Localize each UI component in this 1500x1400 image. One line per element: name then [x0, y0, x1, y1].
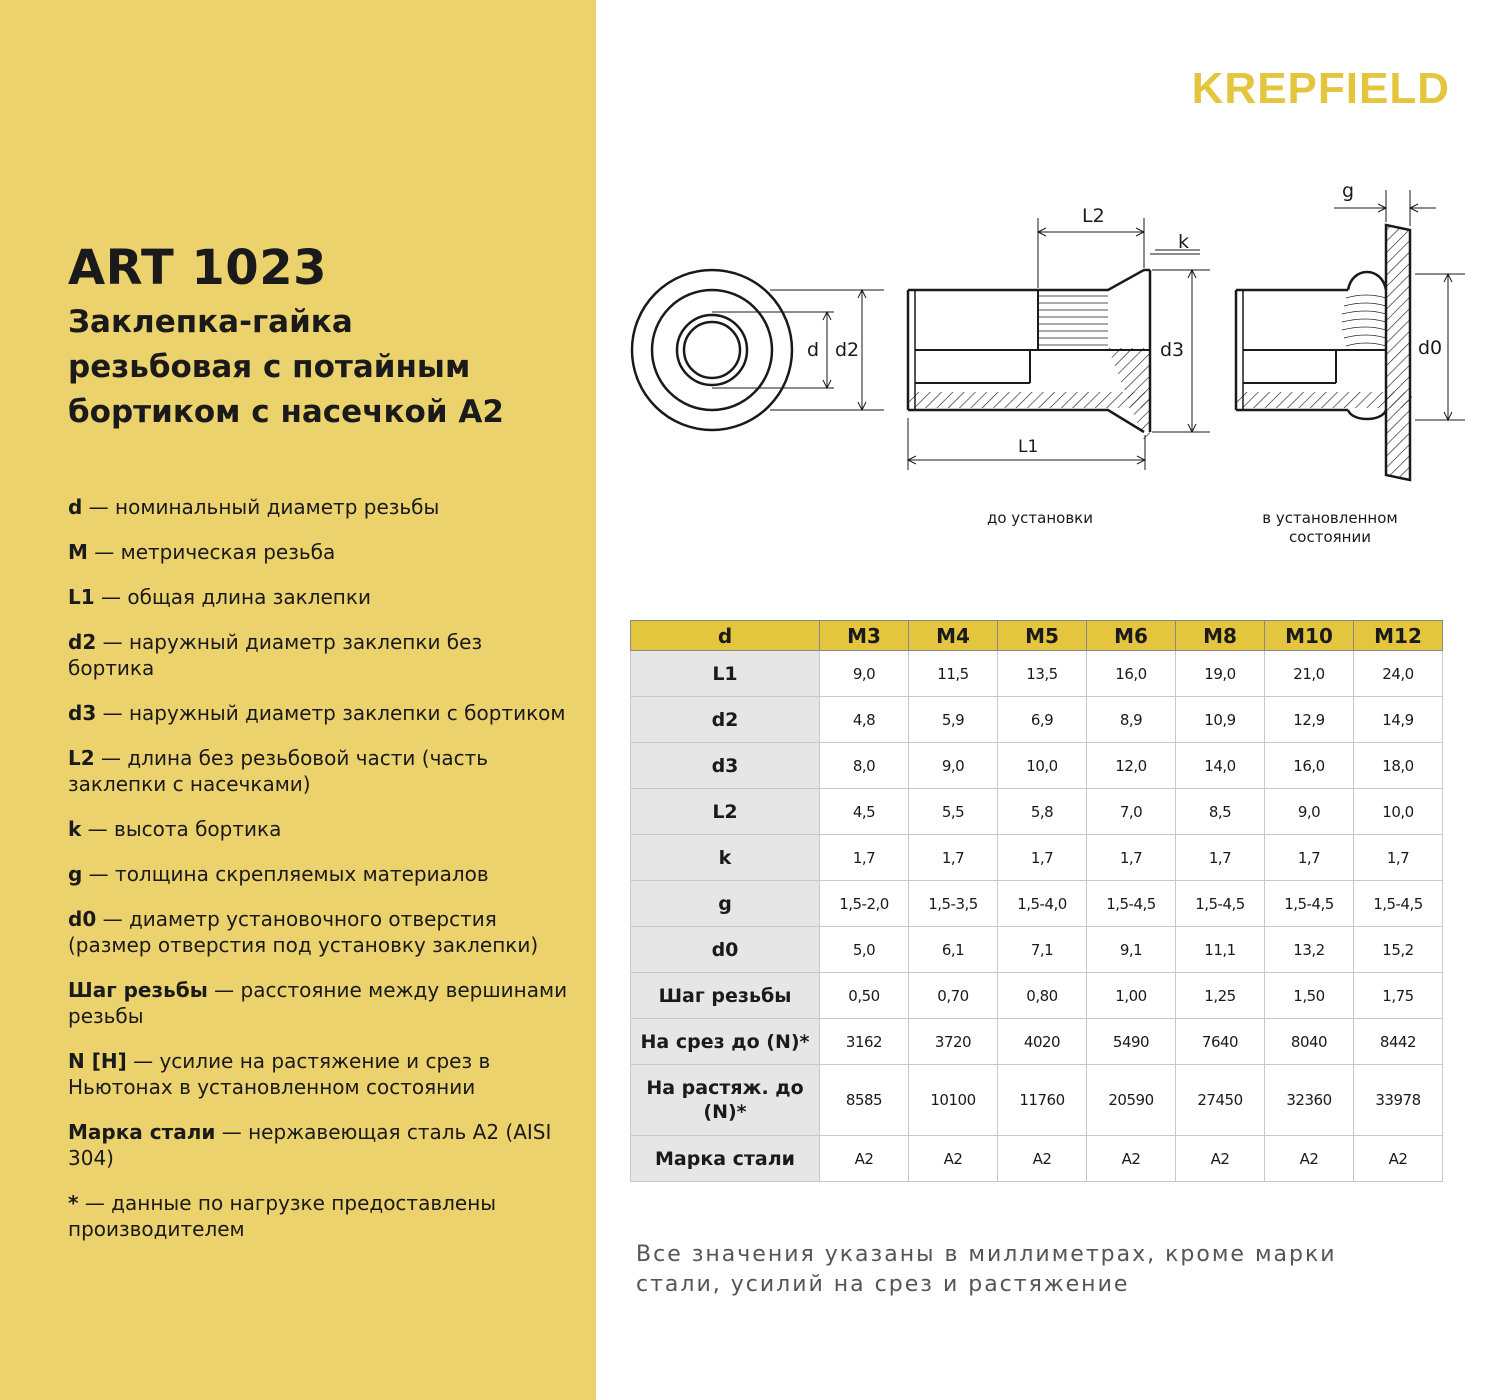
table-cell: 1,7	[820, 835, 909, 881]
brand-logo: KREPFIELD	[1191, 64, 1450, 113]
legend-key: d3	[68, 701, 97, 725]
table-cell: 1,00	[1087, 973, 1176, 1019]
table-cell: 8,5	[1176, 789, 1265, 835]
caption-after-install: в установленном состоянии	[1262, 509, 1398, 546]
table-cell: 1,75	[1354, 973, 1443, 1019]
table-cell: 16,0	[1265, 743, 1354, 789]
legend-item	[68, 861, 568, 887]
legend-text: — метрическая резьба	[87, 540, 336, 564]
table-cell: A2	[1176, 1136, 1265, 1182]
table-column-header: М5	[998, 621, 1087, 651]
table-row-label: На срез до (N)*	[631, 1019, 820, 1065]
table-cell: 19,0	[1176, 651, 1265, 697]
side-view-after	[1236, 225, 1412, 480]
front-view	[632, 270, 792, 430]
table-cell: 11,5	[909, 651, 998, 697]
table-row	[631, 1136, 1443, 1182]
legend-item	[68, 700, 568, 726]
table-cell: 8,9	[1087, 697, 1176, 743]
legend-key: N [H]	[68, 1049, 127, 1073]
table-row	[631, 1065, 1443, 1136]
table-cell: 5,0	[820, 927, 909, 973]
table-column-header: М4	[909, 621, 998, 651]
caption-before-install: до установки	[986, 509, 1093, 527]
table-cell: 4,5	[820, 789, 909, 835]
legend-item	[68, 1190, 568, 1242]
table-row-label: На растяж. до (N)*	[631, 1065, 820, 1136]
table-cell: 7640	[1176, 1019, 1265, 1065]
table-cell: 8,0	[820, 743, 909, 789]
table-cell: 10,0	[998, 743, 1087, 789]
table-header-label: d	[631, 621, 820, 651]
dim-label-d2: d2	[835, 339, 860, 361]
table-row-label: d2	[631, 697, 820, 743]
table-cell: 11,1	[1176, 927, 1265, 973]
legend-key: Шаг резьбы	[68, 978, 208, 1002]
table-cell: 9,0	[820, 651, 909, 697]
table-cell: 1,7	[909, 835, 998, 881]
table-cell: A2	[1354, 1136, 1443, 1182]
table-cell: A2	[1087, 1136, 1176, 1182]
legend-text: — наружный диаметр заклепки без бортика	[68, 630, 483, 680]
table-cell: 9,0	[909, 743, 998, 789]
table-row-label: g	[631, 881, 820, 927]
table-cell: 1,5-4,5	[1354, 881, 1443, 927]
table-cell: 14,9	[1354, 697, 1443, 743]
dim-label-g: g	[1342, 180, 1355, 202]
table-cell: 4,8	[820, 697, 909, 743]
table-cell: 1,7	[1354, 835, 1443, 881]
table-cell: 10,9	[1176, 697, 1265, 743]
table-cell: A2	[1265, 1136, 1354, 1182]
legend-key: Марка стали	[68, 1120, 216, 1144]
legend-item	[68, 1119, 568, 1171]
table-cell: 21,0	[1265, 651, 1354, 697]
table-cell: 18,0	[1354, 743, 1443, 789]
legend-item	[68, 539, 568, 565]
table-row	[631, 697, 1443, 743]
table-cell: 10100	[909, 1065, 998, 1136]
table-row	[631, 881, 1443, 927]
table-cell: 8585	[820, 1065, 909, 1136]
table-cell: 1,5-2,0	[820, 881, 909, 927]
table-cell: 3162	[820, 1019, 909, 1065]
table-header-row	[631, 621, 1443, 651]
table-cell: 10,0	[1354, 789, 1443, 835]
table-row	[631, 651, 1443, 697]
legend-key: g	[68, 862, 83, 886]
table-cell: 5,5	[909, 789, 998, 835]
table-cell: 7,1	[998, 927, 1087, 973]
table-cell: 27450	[1176, 1065, 1265, 1136]
table-cell: 6,1	[909, 927, 998, 973]
table-cell: 1,25	[1176, 973, 1265, 1019]
article-number: ART 1023	[68, 240, 327, 296]
legend-item	[68, 584, 568, 610]
spec-table	[630, 620, 1443, 1182]
legend-text: — длина без резьбовой части (часть заклепки с насечками)	[68, 746, 489, 796]
legend-key: k	[68, 817, 82, 841]
table-cell: 13,2	[1265, 927, 1354, 973]
table-cell: 24,0	[1354, 651, 1443, 697]
product-title-line: Заклепка-гайка	[68, 304, 353, 340]
legend-text: — высота бортика	[81, 817, 282, 841]
legend-list	[68, 494, 568, 1261]
dim-label-k: k	[1178, 231, 1190, 253]
table-cell: 1,5-4,5	[1265, 881, 1354, 927]
table-cell: 9,1	[1087, 927, 1176, 973]
table-cell: 0,80	[998, 973, 1087, 1019]
table-cell: 12,0	[1087, 743, 1176, 789]
table-cell: 6,9	[998, 697, 1087, 743]
table-cell: 14,0	[1176, 743, 1265, 789]
table-cell: 9,0	[1265, 789, 1354, 835]
legend-key: M	[68, 540, 88, 564]
legend-text: — номинальный диаметр резьбы	[82, 495, 440, 519]
table-cell: 11760	[998, 1065, 1087, 1136]
table-cell: 4020	[998, 1019, 1087, 1065]
table-cell: A2	[820, 1136, 909, 1182]
table-row-label: Марка стали	[631, 1136, 820, 1182]
product-title-line: резьбовая с потайным	[68, 349, 471, 385]
table-cell: 12,9	[1265, 697, 1354, 743]
legend-text: — толщина скрепляемых материалов	[82, 862, 489, 886]
table-cell: 15,2	[1354, 927, 1443, 973]
table-row	[631, 743, 1443, 789]
table-column-header: М6	[1087, 621, 1176, 651]
table-cell: 1,7	[998, 835, 1087, 881]
dim-label-d3: d3	[1160, 339, 1185, 361]
legend-text: — диаметр установочного отверстия (размер отверстия под установку заклепки)	[68, 907, 539, 957]
legend-text: — расстояние между вершинами резьбы	[68, 978, 568, 1028]
table-row-label: L2	[631, 789, 820, 835]
table-cell: 5,9	[909, 697, 998, 743]
knurl-lines	[1038, 296, 1108, 345]
legend-text: — наружный диаметр заклепки с бортиком	[96, 701, 566, 725]
table-row-label: k	[631, 835, 820, 881]
left-info-panel	[0, 0, 596, 1400]
legend-text: — усилие на растяжение и срез в Ньютонах в установленном состоянии	[68, 1049, 491, 1099]
table-cell: 8442	[1354, 1019, 1443, 1065]
legend-item	[68, 629, 568, 681]
table-cell: 8040	[1265, 1019, 1354, 1065]
legend-key: d2	[68, 630, 97, 654]
legend-item	[68, 1048, 568, 1100]
legend-item	[68, 816, 568, 842]
table-cell: 1,5-4,5	[1176, 881, 1265, 927]
table-cell: 1,50	[1265, 973, 1354, 1019]
legend-key: L1	[68, 585, 95, 609]
table-cell: 7,0	[1087, 789, 1176, 835]
legend-text: — данные по нагрузке предоставлены производителем	[68, 1191, 497, 1241]
table-cell: 13,5	[998, 651, 1087, 697]
dim-label-l2: L2	[1082, 205, 1105, 227]
table-column-header: М8	[1176, 621, 1265, 651]
table-cell: 16,0	[1087, 651, 1176, 697]
legend-item	[68, 906, 568, 958]
legend-item	[68, 494, 568, 520]
table-cell: 33978	[1354, 1065, 1443, 1136]
table-row	[631, 973, 1443, 1019]
legend-text: — нержавеющая сталь А2 (AISI 304)	[68, 1120, 552, 1170]
table-cell: 0,70	[909, 973, 998, 1019]
legend-key: d	[68, 495, 83, 519]
legend-item	[68, 977, 568, 1029]
table-row-label: d0	[631, 927, 820, 973]
table-cell: 5,8	[998, 789, 1087, 835]
table-row-label: Шаг резьбы	[631, 973, 820, 1019]
table-row	[631, 789, 1443, 835]
table-cell: A2	[998, 1136, 1087, 1182]
table-cell: 1,7	[1176, 835, 1265, 881]
legend-item	[68, 745, 568, 797]
table-cell: 32360	[1265, 1065, 1354, 1136]
dim-label-l1: L1	[1018, 437, 1039, 457]
table-column-header: М10	[1265, 621, 1354, 651]
product-title-line: бортиком с насечкой А2	[68, 394, 504, 430]
table-row-label: d3	[631, 743, 820, 789]
legend-text: — общая длина заклепки	[94, 585, 371, 609]
table-row-label: L1	[631, 651, 820, 697]
product-title	[68, 300, 588, 435]
table-cell: A2	[909, 1136, 998, 1182]
side-view-before	[908, 270, 1150, 440]
dim-label-d: d	[807, 339, 820, 361]
table-cell: 1,5-4,0	[998, 881, 1087, 927]
table-cell: 1,5-4,5	[1087, 881, 1176, 927]
table-column-header: М12	[1354, 621, 1443, 651]
table-cell: 1,5-3,5	[909, 881, 998, 927]
legend-key: *	[68, 1191, 79, 1215]
table-cell: 1,7	[1087, 835, 1176, 881]
units-footnote: Все значения указаны в миллиметрах, кроме марки стали, усилий на срез и растяжение	[636, 1242, 1337, 1297]
table-cell: 20590	[1087, 1065, 1176, 1136]
table-row	[631, 927, 1443, 973]
table-row	[631, 835, 1443, 881]
dim-label-d0: d0	[1418, 337, 1443, 359]
table-cell: 5490	[1087, 1019, 1176, 1065]
table-cell: 0,50	[820, 973, 909, 1019]
legend-key: L2	[68, 746, 95, 770]
table-cell: 3720	[909, 1019, 998, 1065]
table-column-header: М3	[820, 621, 909, 651]
table-cell: 1,7	[1265, 835, 1354, 881]
legend-key: d0	[68, 907, 97, 931]
table-row	[631, 1019, 1443, 1065]
